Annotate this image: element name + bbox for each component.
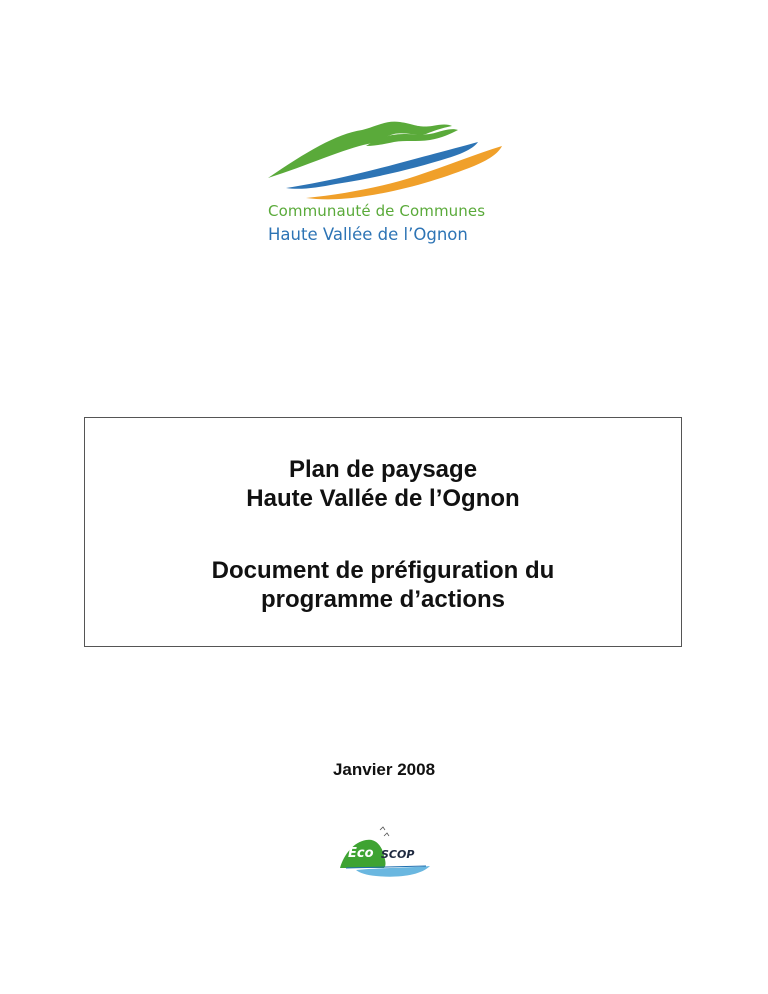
ecoscop-logo-text-eco: Eco bbox=[348, 846, 374, 861]
title-line-4: programme d’actions bbox=[260, 586, 506, 613]
title-box bbox=[84, 417, 682, 647]
landscape-logo-icon bbox=[266, 112, 506, 202]
title-line-3: Document de préfiguration du bbox=[211, 557, 555, 584]
ecoscop-logo bbox=[336, 826, 432, 880]
community-logo bbox=[258, 112, 510, 252]
community-name-line1: Communauté de Communes bbox=[268, 202, 486, 220]
title-line-2: Haute Vallée de l’Ognon bbox=[246, 485, 520, 512]
community-name-line2: Haute Vallée de l’Ognon bbox=[268, 225, 468, 244]
publication-date: Janvier 2008 bbox=[332, 760, 436, 779]
title-line-1: Plan de paysage bbox=[288, 456, 478, 483]
title-group-main bbox=[85, 455, 681, 513]
ecoscop-logo-text-scop: SCOP bbox=[381, 848, 415, 861]
title-group-sub bbox=[85, 556, 681, 614]
